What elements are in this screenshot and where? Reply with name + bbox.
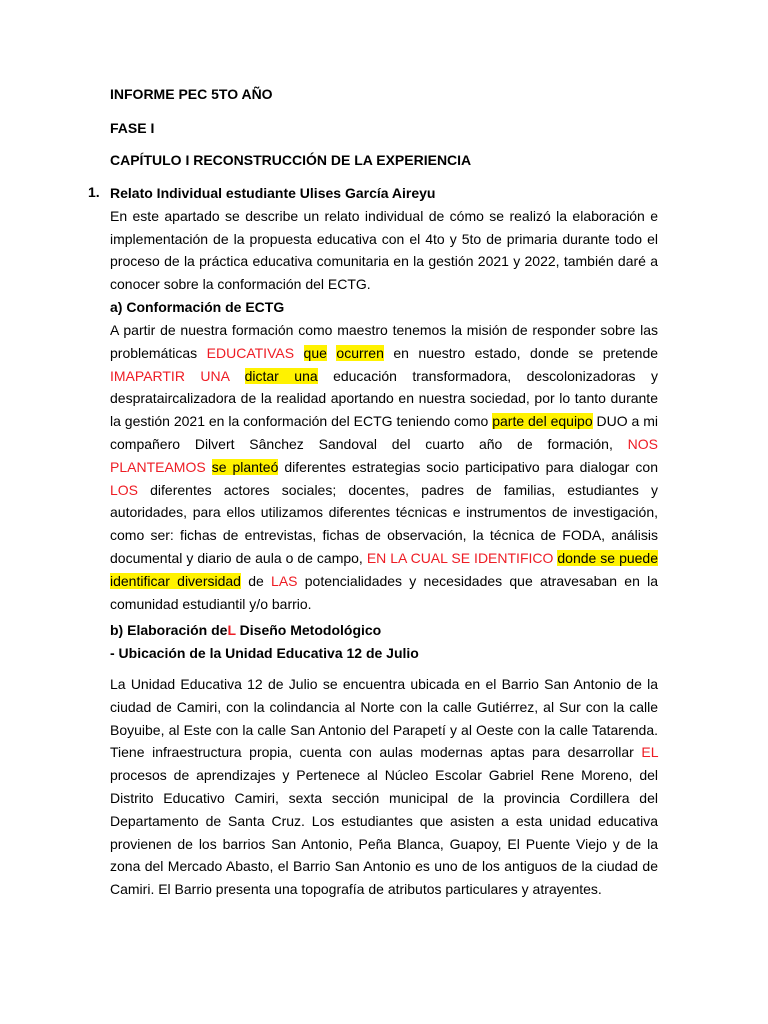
text-run: diferentes actores sociales; docentes, padres de familias, estudiantes y autoridades, para ellos utilizamos diferentes técnicas e instrumentos de investigación, como ser: fichas de entrevistas, fichas de observación, la técnica de FODA, análisis documental y diario de aula o de campo,: [110, 481, 658, 566]
red-correction: LOS: [110, 481, 139, 498]
subsection-a-paragraph: [110, 319, 658, 615]
section-1-title: Relato Individual estudiante Ulises García Aireyu: [110, 185, 436, 201]
red-correction: EDUCATIVAS: [206, 344, 295, 361]
section-1-text: En este apartado se describe un relato individual de cómo se realizó la elaboración e implementación de la propuesta educativa con el 4to y 5to de primaria durante todo el proceso de la práctica educativa comunitaria en la gestión 2021 y 2022, también daré a conocer sobre la conformación del ECTG.: [110, 207, 658, 293]
highlighted-text: donde se puede identificar diversidad: [110, 549, 659, 589]
report-title: INFORME PEC 5TO AÑO: [110, 86, 273, 102]
location-paragraph: [110, 673, 658, 901]
red-correction: EL: [641, 744, 658, 761]
title-text: Diseño Metodológico: [235, 622, 382, 638]
text-run: educación transformadora, descolonizadoras y desprataircalizadora de la realidad aportando en nuestra sociedad, por lo tanto durante la gestión 2021 en la conformación del ECTG teniendo como: [110, 367, 658, 430]
chapter-title: CAPÍTULO I RECONSTRUCCIÓN DE LA EXPERIENCIA: [110, 152, 472, 168]
highlighted-text: parte del equipo: [492, 413, 593, 430]
red-correction: IMAPARTIR UNA: [110, 367, 230, 384]
red-correction: EN LA CUAL SE IDENTIFICO: [366, 549, 554, 566]
phase-title: FASE I: [110, 120, 155, 136]
red-correction: L: [227, 622, 236, 638]
highlighted-text: que: [303, 344, 327, 361]
text-run: diferentes estrategias socio participativo para dialogar con: [278, 458, 659, 475]
section-1-paragraph: [110, 182, 658, 296]
text-run: en nuestro estado, donde se pretende: [383, 344, 659, 361]
text-run: [229, 368, 244, 384]
text-run: [294, 345, 304, 361]
text-run: procesos de aprendizajes y Pertenece al Núcleo Escolar Gabriel Rene Moreno, del Distrito Educativo Camiri, sexta sección municipal de la provincia Cordillera del Departamento de Santa Cruz. Los estudiantes que asisten a esta unidad educativa provienen de los barrios San Antonio, Peña Blanca, Guapoy, El Puente Viejo y de la zona del Mercado Abasto, el Barrio San Antonio es uno de los antiguos de la ciudad de Camiri. El Barrio presenta una topografía de atributos particulares y atrayentes.: [110, 767, 658, 898]
text-run: La Unidad Educativa 12 de Julio se encuentra ubicada en el Barrio San Antonio de la ciudad de Camiri, con la colindancia al Norte con la calle Gutiérrez, al Sur con la calle Boyuibe, al Este con la calle San Antonio del Parapetí y al Oeste con la calle Tatarenda. Tiene infraestructura propia, cuenta con aulas modernas aptas para desarrollar: [110, 676, 658, 761]
text-run: DUO a mi compañero Dilvert Sânchez Sandoval del cuarto año de formación,: [110, 413, 659, 452]
text-run: [327, 345, 337, 361]
highlighted-text: ocurren: [336, 344, 384, 361]
text-run: [206, 459, 212, 475]
list-number: 1.: [88, 184, 100, 200]
location-subtitle: - Ubicación de la Unidad Educativa 12 de Julio: [110, 645, 419, 661]
highlighted-text: dictar una: [244, 367, 318, 384]
text-run: potencialidades y necesidades que atravesaban en la comunidad estudiantil y/o barrio.: [110, 572, 658, 612]
subsection-b-title: [110, 621, 381, 639]
text-run: A partir de nuestra formación como maestro tenemos la misión de responder sobre las problemáticas: [110, 322, 658, 361]
red-correction: LAS: [271, 572, 298, 589]
red-correction: NOS PLANTEAMOS: [110, 435, 658, 475]
text-run: de: [240, 572, 272, 589]
highlighted-text: se planteó: [211, 458, 279, 475]
title-text: b) Elaboración de: [110, 622, 228, 638]
subsection-a-title: a) Conformación de ECTG: [110, 299, 285, 315]
